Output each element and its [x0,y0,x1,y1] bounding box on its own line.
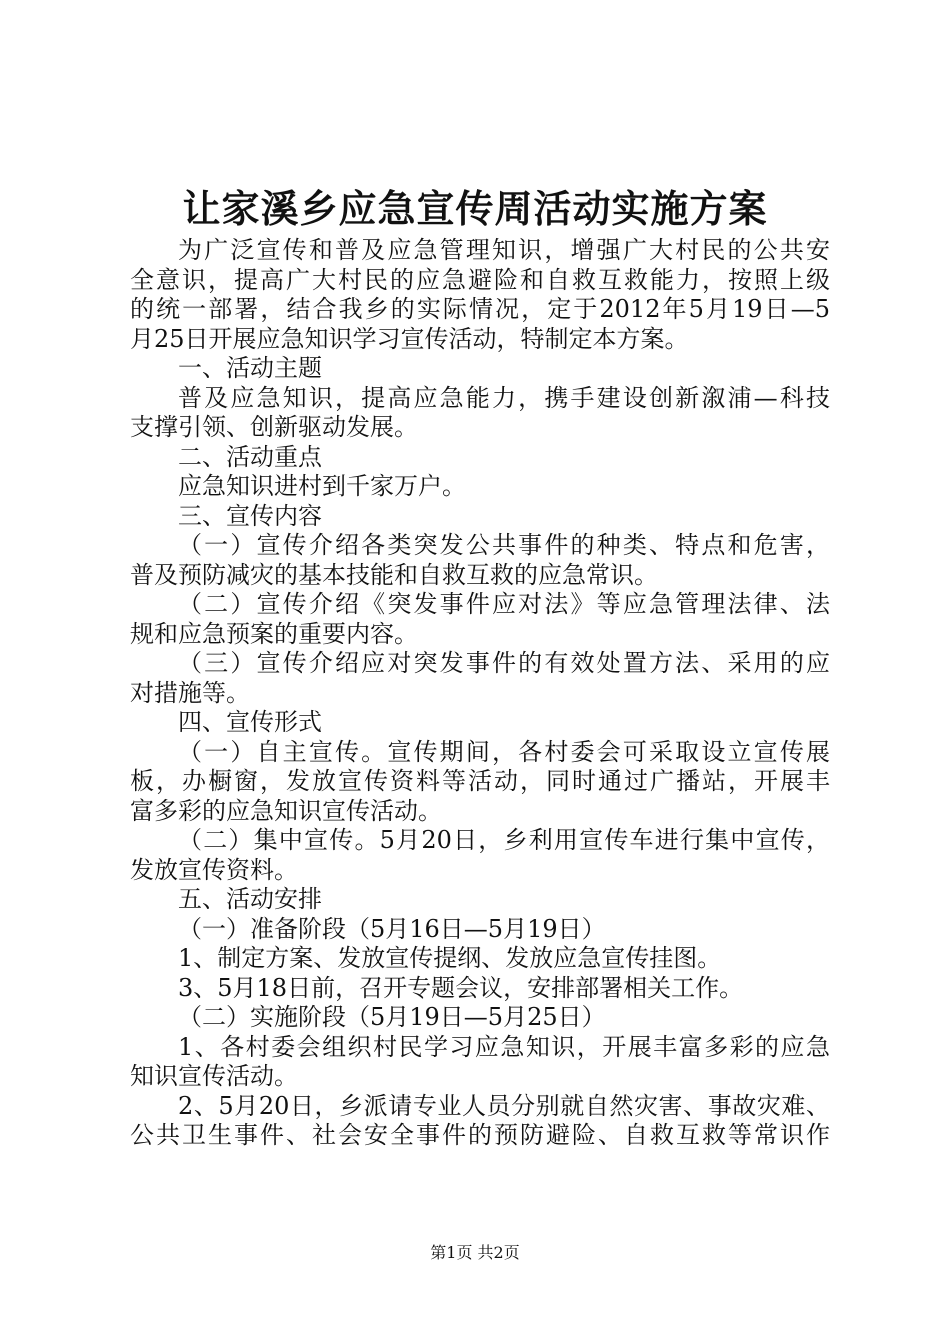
section-paragraph [130,944,830,974]
text-line: 四、宣传形式 [178,708,322,736]
page-indicator: 第1页 共2页 [430,1243,520,1262]
section-paragraph [130,1033,830,1092]
text-line: 的统一部署，结合我乡的实际情况，定于2012年5月19日—5 [130,295,830,323]
text-line: 公共卫生事件、社会安全事件的预防避险、自救互救等常识作 [130,1121,830,1149]
text-line: 富多彩的应急知识宣传活动。 [130,796,442,825]
section-paragraph [130,590,830,649]
section-paragraph [130,531,830,590]
section-heading [130,708,830,738]
text-line: 知识宣传活动。 [130,1062,298,1090]
text-line: （一）宣传介绍各类突发公共事件的种类、特点和危害， [178,531,830,559]
section-heading [130,354,830,384]
text-line: 为广泛宣传和普及应急管理知识，增强广大村民的公共安 [178,236,830,264]
text-line: 二、活动重点 [178,442,322,471]
text-line: 支撑引领、创新驱动发展。 [130,413,418,441]
section-heading [130,502,830,532]
document-title: 让家溪乡应急宣传周活动实施方案 [182,186,768,231]
text-line: 1、各村委会组织村民学习应急知识，开展丰富多彩的应急 [178,1032,830,1061]
text-line: 五、活动安排 [178,885,322,913]
text-line: 一、活动主题 [178,354,322,382]
section-heading [130,885,830,915]
text-line: 3、5月18日前，召开专题会议，安排部署相关工作。 [178,973,744,1002]
text-line: 2、5月20日，乡派请专业人员分别就自然灾害、事故灾难、 [178,1091,830,1120]
text-line: （一）自主宣传。宣传期间，各村委会可采取设立宣传展 [178,737,830,766]
text-line: （二）集中宣传。5月20日，乡利用宣传车进行集中宣传， [178,826,830,854]
section-paragraph [130,1092,830,1151]
document-body [130,236,830,1151]
text-line: 应急知识进村到千家万户。 [178,472,466,500]
text-line: （三）宣传介绍应对突发事件的有效处置方法、采用的应 [178,649,830,677]
text-line: 三、宣传内容 [178,501,322,530]
text-line: 规和应急预案的重要内容。 [130,619,418,648]
text-line: （二）实施阶段（5月19日—5月25日） [178,1003,606,1031]
text-line: （二）宣传介绍《突发事件应对法》等应急管理法律、法 [178,590,830,618]
section-paragraph [130,738,830,827]
text-line: 月25日开展应急知识学习宣传活动，特制定本方案。 [130,324,689,353]
section-paragraph [130,974,830,1004]
text-line: 普及应急知识，提高应急能力，携手建设创新溆浦—科技 [178,383,830,412]
text-line: 板，办橱窗，发放宣传资料等活动，同时通过广播站，开展丰 [130,767,830,795]
subsection-heading [130,915,830,945]
text-line: 1、制定方案、发放宣传提纲、发放应急宣传挂图。 [178,944,722,972]
section-paragraph [130,472,830,502]
section-paragraph [130,649,830,708]
section-paragraph [130,826,830,885]
intro-paragraph [130,236,830,354]
text-line: 发放宣传资料。 [130,855,298,884]
section-paragraph [130,384,830,443]
section-heading [130,443,830,473]
text-line: （一）准备阶段（5月16日—5月19日） [178,914,606,943]
text-line: 对措施等。 [130,678,250,707]
text-line: 普及预防减灾的基本技能和自救互救的应急常识。 [130,560,658,589]
text-line: 全意识，提高广大村民的应急避险和自救互救能力，按照上级 [130,265,830,294]
subsection-heading [130,1003,830,1033]
